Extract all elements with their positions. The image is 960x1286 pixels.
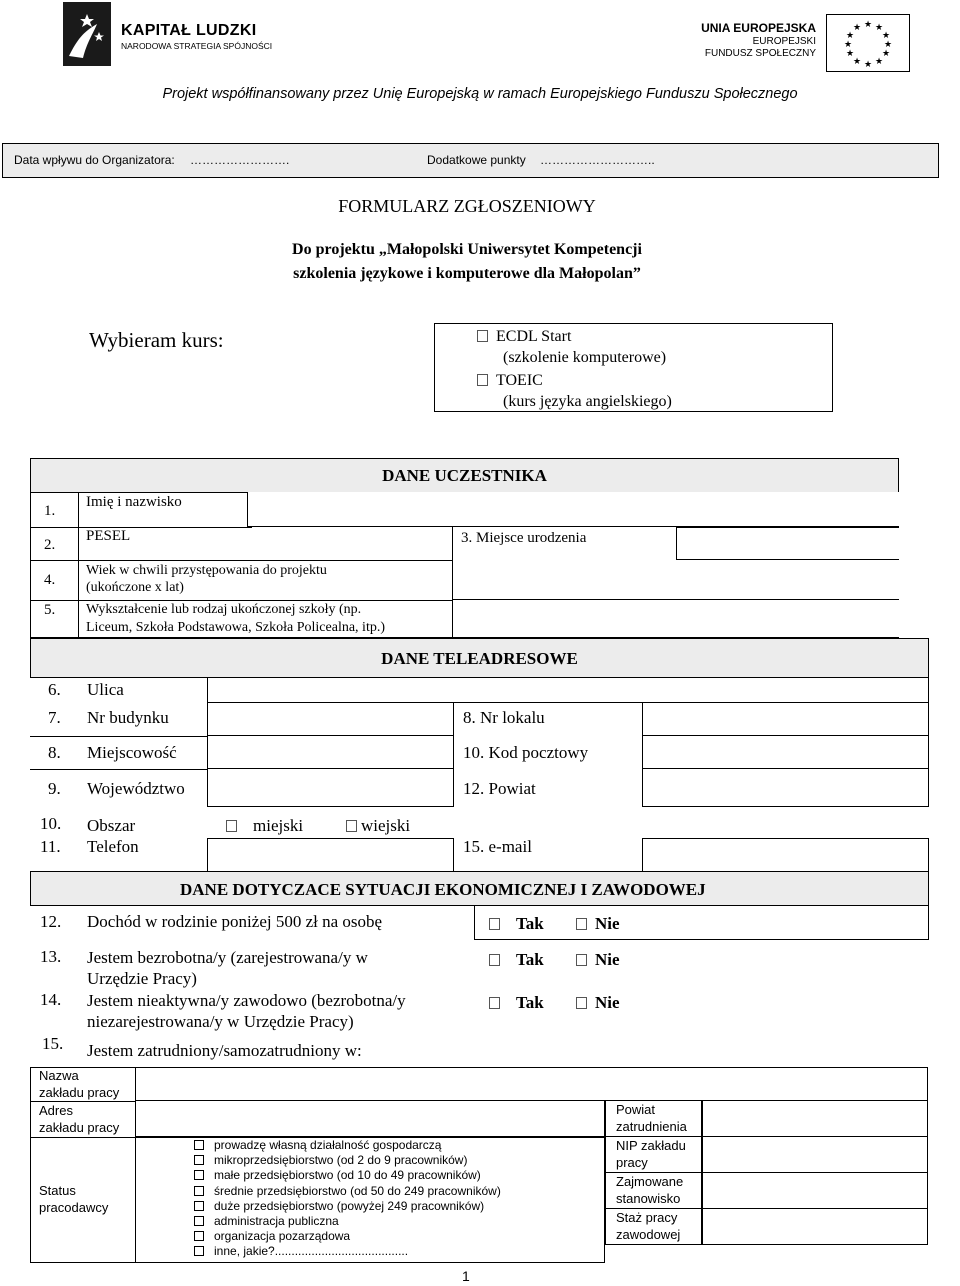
checkbox-icon[interactable] [194, 1231, 204, 1241]
checkbox-icon[interactable] [194, 1246, 204, 1256]
employer-status-label [39, 1182, 108, 1216]
tenure-label-line2: zawodowej [616, 1227, 681, 1242]
unemployed-no-checkbox[interactable] [576, 954, 587, 966]
email-field[interactable] [642, 838, 929, 872]
age-label-line1: Wiek w chwili przystępowania do projektu [86, 563, 327, 578]
row12-number: 12. [40, 912, 62, 931]
status-option[interactable] [194, 1168, 501, 1183]
income-yes-option[interactable] [489, 914, 544, 934]
income-no-option[interactable] [576, 914, 620, 934]
education-label-line1: Wykształcenie lub rodzaj ukończonej szkoły (np. [86, 602, 362, 617]
eu-flag-icon [826, 14, 910, 72]
phone-label: Telefon [87, 837, 139, 856]
course-option-ecdl[interactable] [477, 326, 666, 368]
income-yes-checkbox[interactable] [489, 918, 500, 930]
checkbox-icon[interactable] [194, 1186, 204, 1196]
education-label [86, 601, 385, 637]
address-heading: DANE TELEADRESOWE [381, 649, 578, 668]
inactive-no-checkbox[interactable] [576, 997, 587, 1009]
project-title-line1: Do projektu „Małopolski Uniwersytet Kompetencji [292, 241, 642, 258]
svg-text:★: ★ [881, 31, 891, 41]
status-option-label: prowadzę własną działalność gospodarczą [214, 1138, 442, 1152]
birthplace-label: 3. Miejsce urodzenia [461, 530, 587, 546]
course-choice-label: Wybieram kurs: [89, 328, 224, 352]
row6-number: 6. [48, 680, 61, 699]
status-option[interactable] [194, 1229, 501, 1244]
employer-status-label-line1: Status [39, 1183, 76, 1198]
checkbox-icon[interactable] [194, 1155, 204, 1165]
economic-heading: DANE DOTYCZACE SYTUACJI EKONOMICZNEJ I ZAWODOWEJ [180, 880, 706, 899]
svg-text:★: ★ [845, 49, 855, 59]
received-date-label: Data wpływu do Organizatora: [14, 153, 175, 167]
inactive-no-label: Nie [595, 993, 620, 1012]
right-col-tenure-value[interactable] [702, 1209, 928, 1245]
toeic-checkbox[interactable] [477, 374, 488, 386]
unemployed-question-line2: Urzędzie Pracy) [87, 969, 197, 988]
inactive-yes-option[interactable] [489, 993, 544, 1013]
city-field[interactable] [207, 736, 454, 769]
unemployed-no-option[interactable] [576, 950, 620, 970]
form-title: FORMULARZ ZGŁOSZENIOWY [338, 196, 596, 216]
status-option-label: organizacja pozarządowa [214, 1229, 351, 1244]
kapital-ludzki-subtitle: NARODOWA STRATEGIA SPÓJNOŚCI [121, 41, 273, 51]
tenure-label-line1: Staż pracy [616, 1210, 678, 1225]
county-employment-label-line2: zatrudnienia [616, 1119, 687, 1134]
eu-logo-line3: FUNDUSZ SPOŁECZNY [704, 48, 816, 59]
urban-checkbox[interactable] [226, 820, 237, 832]
street-field[interactable] [207, 677, 929, 703]
tenure-label [616, 1209, 680, 1243]
row2-number: 2. [44, 537, 56, 553]
employer-name-label-line2: zakładu pracy [39, 1085, 120, 1100]
building-number-label: Nr budynku [87, 708, 169, 727]
employer-address-label-line2: zakładu pracy [39, 1120, 120, 1135]
area-label: Obszar [87, 816, 136, 835]
apartment-number-field[interactable] [642, 703, 929, 736]
row5-number: 5. [44, 602, 56, 618]
ecdl-name: ECDL Start [496, 328, 572, 345]
voivodeship-field[interactable] [207, 769, 454, 807]
status-option-label: mikroprzedsiębiorstwo (od 2 do 9 pracowników) [214, 1153, 468, 1168]
status-option-label: średnie przedsiębiorstwo (od 50 do 249 pracowników) [214, 1183, 501, 1198]
svg-text:★: ★ [843, 40, 853, 50]
project-title-line2: szkolenia językowe i komputerowe dla Małopolan” [293, 265, 641, 282]
name-field[interactable] [247, 492, 899, 527]
checkbox-icon[interactable] [194, 1216, 204, 1226]
name-label: Imię i nazwisko [86, 494, 182, 510]
city-label: Miejscowość [87, 743, 177, 762]
status-option[interactable] [194, 1138, 501, 1153]
row8-number: 8. [48, 743, 61, 762]
inactive-yes-checkbox[interactable] [489, 997, 500, 1009]
svg-text:★: ★ [883, 40, 893, 50]
employer-name-label-line1: Nazwa [39, 1068, 79, 1083]
county-employment-label [616, 1101, 687, 1135]
svg-text:★: ★ [874, 23, 884, 33]
eu-logo-line1: UNIA EUROPEJSKA [701, 21, 816, 35]
education-field[interactable] [452, 600, 899, 638]
inactive-no-option[interactable] [576, 993, 620, 1013]
employer-name-label [39, 1067, 119, 1101]
cofinance-note: Projekt współfinansowany przez Unię Europejską w ramach Europejskiego Funduszu Społecznego [162, 86, 798, 102]
received-date-field[interactable]: ……………………. [190, 153, 290, 167]
inactive-question [87, 990, 406, 1032]
income-question: Dochód w rodzinie poniżej 500 zł na osobę [87, 912, 383, 931]
age-label [86, 562, 327, 596]
row11-number: 11. [40, 837, 61, 856]
position-label [616, 1173, 683, 1207]
street-label: Ulica [87, 680, 124, 699]
employer-address-label [39, 1102, 119, 1136]
right-col-county-value[interactable] [702, 1101, 928, 1137]
status-option[interactable] [194, 1199, 501, 1214]
unemployed-yes-label: Tak [516, 950, 544, 969]
kapital-ludzki-emblem-icon [63, 2, 111, 66]
right-col-nip-value[interactable] [702, 1137, 928, 1173]
unemployed-yes-checkbox[interactable] [489, 954, 500, 966]
age-field[interactable] [452, 560, 899, 600]
unemployed-question [87, 947, 368, 989]
checkbox-icon[interactable] [194, 1140, 204, 1150]
employer-name-field[interactable] [135, 1067, 928, 1101]
rural-label: wiejski [361, 816, 411, 835]
status-option[interactable] [194, 1244, 501, 1259]
row14-number: 14. [40, 990, 62, 1009]
education-label-line2: Liceum, Szkoła Podstawowa, Szkoła Policealna, itp.) [86, 620, 385, 635]
eu-logo [700, 14, 910, 74]
pesel-field[interactable] [676, 527, 899, 560]
toeic-name: TOEIC [496, 372, 543, 389]
extra-points-label: Dodatkowe punkty [427, 153, 526, 167]
county-employment-label-line1: Powiat [616, 1102, 656, 1117]
inactive-question-line1: Jestem nieaktywna/y zawodowo (bezrobotna/y [87, 991, 406, 1010]
area-rural-option[interactable] [346, 816, 410, 836]
urban-label: miejski [253, 816, 304, 835]
participant-heading: DANE UCZESTNIKA [382, 466, 547, 485]
row10-number: 10. [40, 814, 62, 833]
svg-text:★: ★ [863, 60, 873, 70]
position-label-line1: Zajmowane [616, 1174, 684, 1189]
nip-label-line2: pracy [616, 1155, 648, 1170]
building-number-field[interactable] [207, 703, 454, 736]
rural-checkbox[interactable] [346, 820, 357, 832]
apartment-number-label: 8. Nr lokalu [463, 708, 545, 727]
svg-text:★: ★ [874, 57, 884, 67]
status-option-label: małe przedsiębiorstwo (od 10 do 49 pracowników) [214, 1168, 481, 1183]
ecdl-checkbox[interactable] [477, 330, 488, 342]
row4-number: 4. [44, 572, 56, 588]
unemployed-question-line1: Jestem bezrobotna/y (zarejestrowana/y w [87, 948, 368, 967]
county-label: 12. Powiat [463, 779, 536, 798]
svg-text:★: ★ [852, 57, 862, 67]
row15-number: 15. [42, 1034, 64, 1053]
age-label-line2: (ukończone x lat) [86, 580, 184, 595]
status-option-label: duże przedsiębiorstwo (powyżej 249 pracowników) [214, 1198, 485, 1213]
employer-status-label-line2: pracodawcy [39, 1200, 109, 1215]
employed-question: Jestem zatrudniony/samozatrudniony w: [87, 1041, 362, 1060]
toeic-desc: (kurs języka angielskiego) [503, 393, 672, 410]
phone-field[interactable] [207, 838, 454, 872]
employer-status-options [194, 1138, 501, 1260]
area-urban-option[interactable] [226, 816, 303, 836]
eu-logo-line2: EUROPEJSKI [752, 36, 816, 47]
inactive-question-line2: niezarejestrowana/y w Urzędzie Pracy) [87, 1012, 354, 1031]
income-no-checkbox[interactable] [576, 918, 587, 930]
kapital-ludzki-title: KAPITAŁ LUDZKI [121, 22, 257, 39]
income-no-label: Nie [595, 914, 620, 933]
voivodeship-label: Województwo [87, 779, 185, 798]
postal-code-field[interactable] [642, 736, 929, 769]
kapital-ludzki-logo [63, 0, 283, 70]
pesel-label: PESEL [86, 528, 131, 544]
county-field[interactable] [642, 769, 929, 807]
row13-number: 13. [40, 947, 62, 966]
status-option[interactable] [194, 1153, 501, 1168]
page-number: 1 [462, 1268, 470, 1284]
checkbox-icon[interactable] [194, 1170, 204, 1180]
status-option-label: inne, jakie?........................................ [214, 1244, 409, 1259]
status-option[interactable] [194, 1184, 501, 1199]
unemployed-yes-option[interactable] [489, 950, 544, 970]
row9-number: 9. [48, 779, 61, 798]
svg-text:★: ★ [845, 31, 855, 41]
nip-label-line1: NIP zakładu [616, 1138, 686, 1153]
row7-number: 7. [48, 708, 61, 727]
employer-address-label-line1: Adres [39, 1103, 73, 1118]
income-yes-label: Tak [516, 914, 544, 933]
unemployed-no-label: Nie [595, 950, 620, 969]
right-col-position-value[interactable] [702, 1173, 928, 1209]
checkbox-icon[interactable] [194, 1201, 204, 1211]
postal-code-label: 10. Kod pocztowy [463, 743, 589, 762]
row1-number: 1. [44, 503, 56, 519]
svg-text:★: ★ [881, 49, 891, 59]
employer-address-field[interactable] [135, 1101, 605, 1137]
ecdl-desc: (szkolenie komputerowe) [503, 349, 667, 366]
nip-label [616, 1137, 686, 1171]
status-option-label: administracja publiczna [214, 1214, 339, 1229]
email-label: 15. e-mail [463, 837, 532, 856]
position-label-line2: stanowisko [616, 1191, 681, 1206]
status-option[interactable] [194, 1214, 501, 1229]
svg-text:★: ★ [852, 23, 862, 33]
svg-text:★: ★ [863, 20, 873, 30]
extra-points-field[interactable]: ……………………….. [540, 153, 655, 167]
inactive-yes-label: Tak [516, 993, 544, 1012]
course-option-toeic[interactable] [477, 370, 672, 412]
